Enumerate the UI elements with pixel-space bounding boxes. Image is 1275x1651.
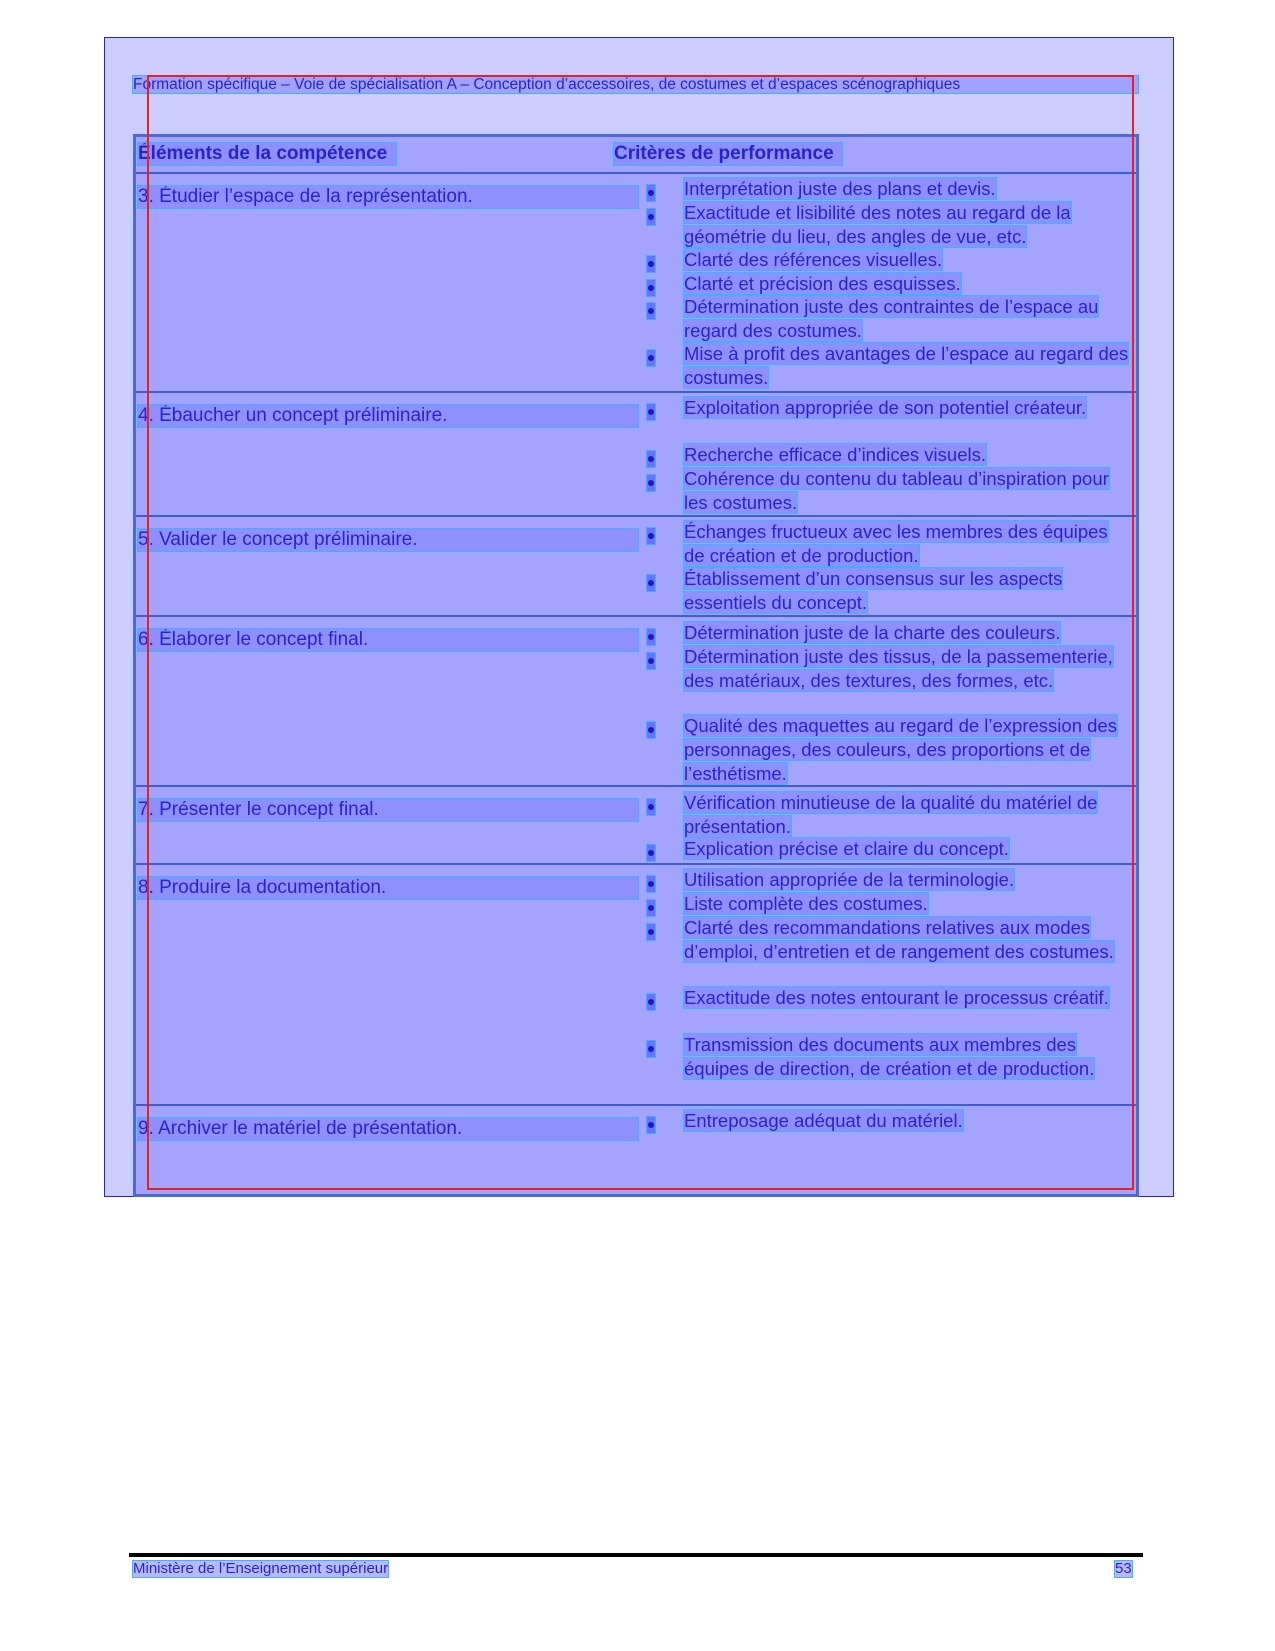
page-number: 53 <box>1115 1560 1132 1577</box>
row-divider <box>136 863 1136 865</box>
bullet-icon <box>647 185 655 201</box>
competence-element: 6. Élaborer le concept final. <box>138 629 638 651</box>
criterion-text: Interprétation juste des plans et devis. <box>684 178 996 199</box>
bullet-icon <box>647 475 655 491</box>
criterion-text: Exactitude et lisibilité des notes au regard de la géométrie du lieu, des angles de vue, etc. <box>684 202 1071 247</box>
performance-criterion <box>684 645 1129 693</box>
row-divider <box>136 615 1136 617</box>
row-divider <box>136 1104 1136 1106</box>
criterion-text: Liste complète des costumes. <box>684 893 928 914</box>
performance-criterion <box>684 916 1129 964</box>
competence-element: 4. Ébaucher un concept préliminaire. <box>138 405 638 427</box>
competence-element: 9. Archiver le matériel de présentation. <box>138 1118 638 1140</box>
performance-criterion <box>684 396 1129 420</box>
criterion-text: Clarté des recommandations relatives aux modes d’emploi, d’entretien et de rangement des costumes. <box>684 917 1114 962</box>
criterion-text: Vérification minutieuse de la qualité du matériel de présentation. <box>684 792 1098 837</box>
bullet-icon <box>647 1041 655 1057</box>
criterion-text: Recherche efficace d’indices visuels. <box>684 444 986 465</box>
footer-rule <box>129 1553 1143 1557</box>
competence-table <box>133 134 1139 1197</box>
performance-criterion <box>684 467 1129 515</box>
performance-criterion <box>684 1033 1129 1081</box>
performance-criterion <box>684 295 1129 343</box>
criterion-text: Transmission des documents aux membres des équipes de direction, de création et de production. <box>684 1034 1095 1079</box>
bullet-icon <box>647 280 655 296</box>
criterion-text: Clarté des références visuelles. <box>684 249 943 270</box>
performance-criterion <box>684 520 1129 568</box>
criterion-text: Mise à profit des avantages de l’espace au regard des costumes. <box>684 343 1129 388</box>
row-divider <box>136 391 1136 393</box>
bullet-icon <box>647 575 655 591</box>
performance-criterion <box>684 837 1129 861</box>
criterion-text: Explication précise et claire du concept. <box>684 838 1009 859</box>
criterion-text: Qualité des maquettes au regard de l’expression des personnages, des couleurs, des proportions et de l’esthétisme. <box>684 715 1117 784</box>
performance-criterion <box>684 443 1129 467</box>
bullet-icon <box>647 845 655 861</box>
column-header-elements: Éléments de la compétence <box>138 143 396 165</box>
bullet-icon <box>647 994 655 1010</box>
criterion-text: Établissement d’un consensus sur les aspects essentiels du concept. <box>684 568 1063 613</box>
row-divider <box>136 172 1136 174</box>
bullet-icon <box>647 722 655 738</box>
criterion-text: Clarté et précision des esquisses. <box>684 273 961 294</box>
criterion-text: Détermination juste de la charte des couleurs. <box>684 622 1061 643</box>
performance-criterion <box>684 986 1129 1010</box>
performance-criterion <box>684 621 1129 645</box>
bullet-icon <box>647 350 655 366</box>
bullet-icon <box>647 404 655 420</box>
criterion-text: Échanges fructueux avec les membres des équipes de création et de production. <box>684 521 1108 566</box>
criterion-text: Exactitude des notes entourant le processus créatif. <box>684 987 1109 1008</box>
footer-ministry: Ministère de l’Enseignement supérieur <box>133 1560 389 1577</box>
competence-element: 8. Produire la documentation. <box>138 877 638 899</box>
criterion-text: Entreposage adéquat du matériel. <box>684 1110 963 1131</box>
performance-criterion <box>684 342 1129 390</box>
criterion-text: Détermination juste des tissus, de la passementerie, des matériaux, des textures, des formes, etc. <box>684 646 1113 691</box>
bullet-icon <box>647 451 655 467</box>
bullet-icon <box>647 209 655 225</box>
performance-criterion <box>684 791 1129 839</box>
bullet-icon <box>647 303 655 319</box>
performance-criterion <box>684 248 1129 272</box>
running-header: Formation spécifique – Voie de spécialisation A – Conception d’accessoires, de costumes et d’espaces scénographiques <box>133 76 1138 93</box>
performance-criterion <box>684 272 1129 296</box>
performance-criterion <box>684 201 1129 249</box>
performance-criterion <box>684 868 1129 892</box>
bullet-icon <box>647 653 655 669</box>
criterion-text: Cohérence du contenu du tableau d’inspiration pour les costumes. <box>684 468 1109 513</box>
bullet-icon <box>647 799 655 815</box>
criterion-text: Utilisation appropriée de la terminologie. <box>684 869 1015 890</box>
bullet-icon <box>647 924 655 940</box>
bullet-icon <box>647 900 655 916</box>
criterion-text: Exploitation appropriée de son potentiel créateur. <box>684 397 1087 418</box>
competence-element: 7. Présenter le concept final. <box>138 799 638 821</box>
competence-element: 5. Valider le concept préliminaire. <box>138 529 638 551</box>
performance-criterion <box>684 177 1129 201</box>
bullet-icon <box>647 528 655 544</box>
row-divider <box>136 785 1136 787</box>
criterion-text: Détermination juste des contraintes de l’espace au regard des costumes. <box>684 296 1099 341</box>
performance-criterion <box>684 892 1129 916</box>
competence-element: 3. Étudier l’espace de la représentation. <box>138 186 638 208</box>
performance-criterion <box>684 1109 1129 1133</box>
bullet-icon <box>647 876 655 892</box>
column-header-criteria: Critères de performance <box>614 143 842 165</box>
performance-criterion <box>684 567 1129 615</box>
performance-criterion <box>684 714 1129 786</box>
bullet-icon <box>647 629 655 645</box>
bullet-icon <box>647 1117 655 1133</box>
bullet-icon <box>647 256 655 272</box>
row-divider <box>136 515 1136 517</box>
